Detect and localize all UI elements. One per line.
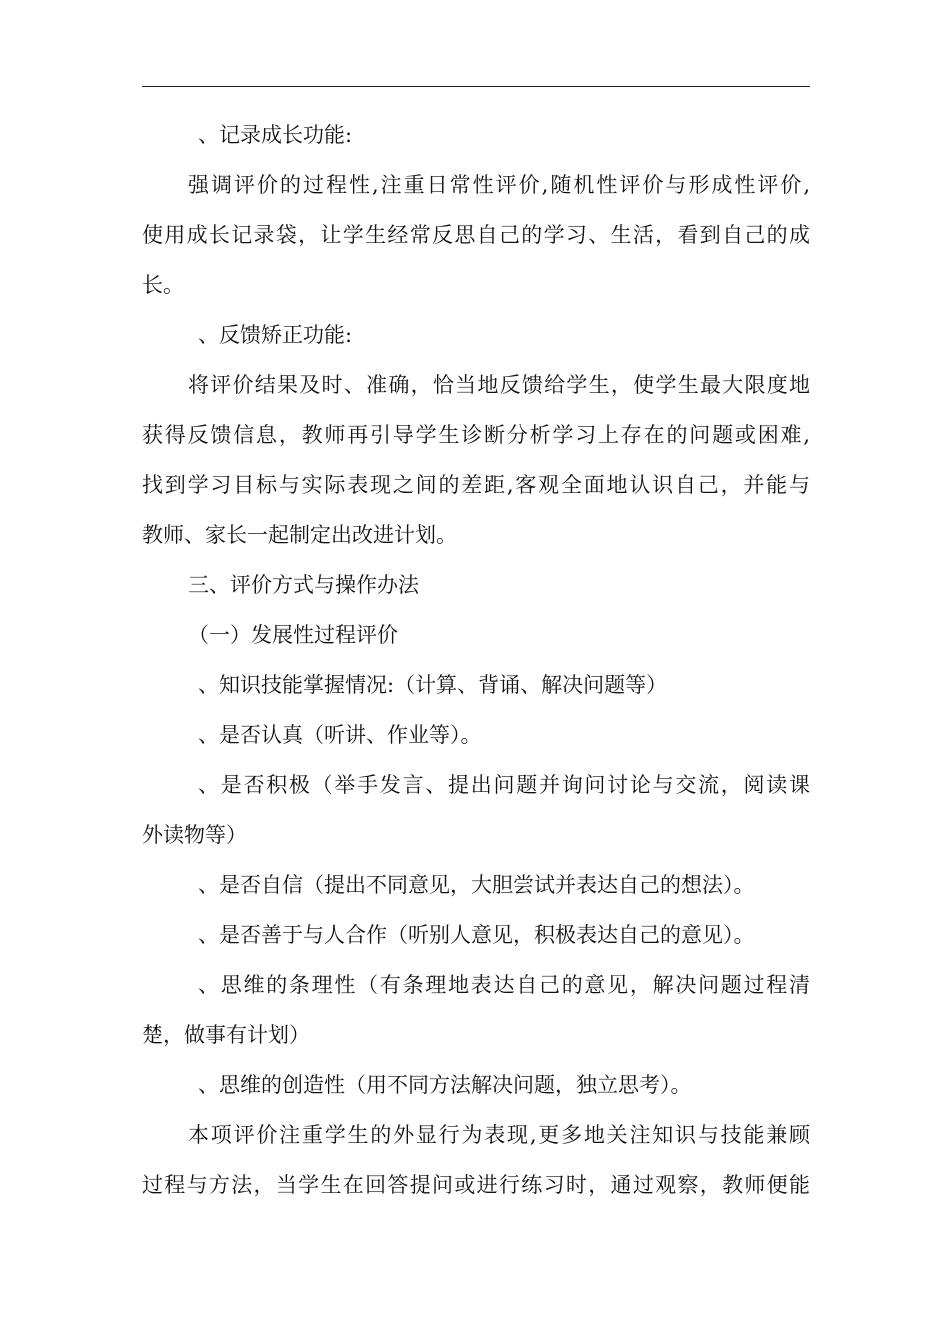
subsection-heading: （一）发展性过程评价 <box>188 623 398 647</box>
list-item: 、是否积极（举手发言、提出问题并询问讨论与交流，阅读课 <box>198 773 810 797</box>
text-line: 将评价结果及时、准确，恰当地反馈给学生，使学生最大限度地 <box>188 373 810 397</box>
text-line: 外读物等） <box>142 823 247 847</box>
text-line: 找到学习目标与实际表现之间的差距,客观全面地认识自己，并能与 <box>142 473 810 497</box>
list-item: 、思维的创造性（用不同方法解决问题，独立思考）。 <box>198 1073 692 1097</box>
text-line: 使用成长记录袋，让学生经常反思自己的学习、生活，看到自己的成 <box>142 223 810 247</box>
list-item: 、知识技能掌握情况:（计算、背诵、解决问题等） <box>198 673 668 697</box>
list-item: 、是否认真（听讲、作业等）。 <box>198 723 482 747</box>
text-line: 强调评价的过程性,注重日常性评价,随机性评价与形成性评价, <box>188 173 810 197</box>
section-heading: 三、评价方式与操作办法 <box>188 573 419 597</box>
text-line: 、记录成长功能: <box>198 123 353 147</box>
list-item: 、是否善于与人合作（听别人意见，积极表达自己的意见）。 <box>198 923 755 947</box>
document-body <box>142 110 810 1210</box>
text-line: 获得反馈信息，教师再引导学生诊断分析学习上存在的问题或困难, <box>142 423 810 447</box>
list-item: 、是否自信（提出不同意见，大胆尝试并表达自己的想法）。 <box>198 873 755 897</box>
text-line: 、反馈矫正功能: <box>198 323 353 347</box>
list-item: 、思维的条理性（有条理地表达自己的意见，解决问题过程清 <box>198 973 810 997</box>
text-line: 教师、家长一起制定出改进计划。 <box>142 523 457 547</box>
text-line: 长。 <box>142 273 184 297</box>
header-rule <box>142 86 810 87</box>
text-line: 楚，做事有计划） <box>142 1023 310 1047</box>
text-line: 过程与方法，当学生在回答提问或进行练习时，通过观察，教师便能 <box>142 1173 810 1197</box>
text-line: 本项评价注重学生的外显行为表现,更多地关注知识与技能兼顾 <box>188 1123 810 1147</box>
